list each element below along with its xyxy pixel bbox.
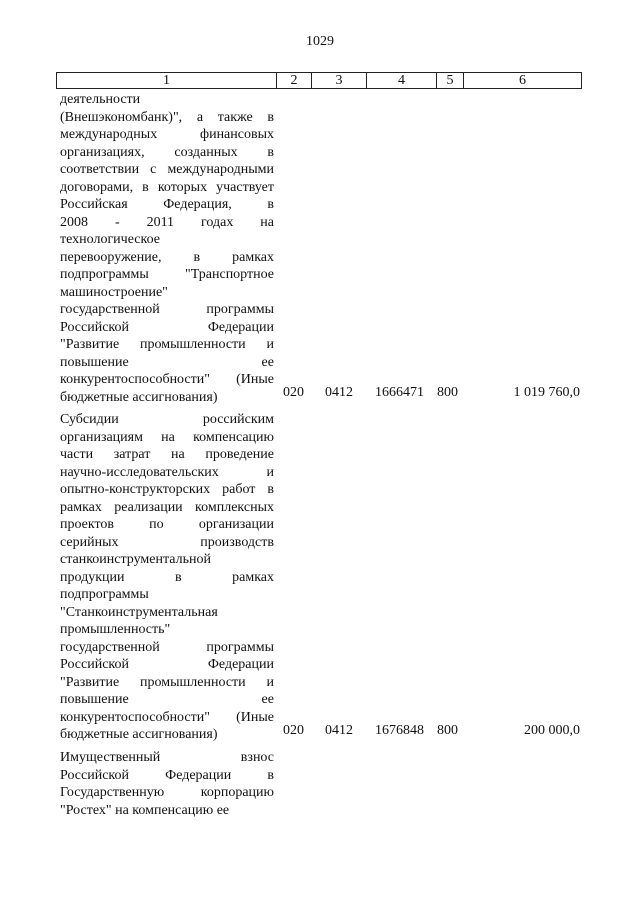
description-line: перевооружение, в рамках	[60, 249, 274, 265]
description-line: Российской Федерации	[60, 319, 274, 335]
description-line: (Внешэкономбанк)", а также в	[60, 109, 274, 125]
description-line: серийных производств	[60, 534, 274, 550]
amount-value: 1 019 760,0	[513, 385, 580, 400]
description-line: части затрат на проведение	[60, 447, 274, 462]
description-line: проектов по организации	[60, 517, 274, 532]
description-line: "Ростех" на компенсацию ее	[60, 802, 230, 818]
description-line: бюджетные ассигнования)	[60, 389, 218, 405]
description-line: повышение ее	[60, 692, 274, 707]
expense-type-code: 800	[437, 723, 458, 738]
description-line: договорами, в которых участвует	[60, 179, 274, 195]
description-line: международных финансовых	[60, 127, 274, 142]
description-line: "Развитие промышленности и	[60, 337, 274, 352]
description-line: соответствии с международными	[60, 162, 274, 177]
description-line: Российской Федерации в	[60, 767, 274, 783]
description-line: организациям на компенсацию	[60, 429, 274, 445]
column-header-5: 5	[436, 73, 463, 88]
description-line: Российской Федерации	[60, 657, 274, 672]
row-description	[60, 91, 274, 406]
ministry-code: 020	[283, 723, 304, 738]
description-line: конкурентоспособности" (Иные	[60, 709, 274, 725]
expense-type-code: 800	[437, 385, 458, 400]
description-line: бюджетные ассигнования)	[60, 727, 218, 742]
description-line: государственной программы	[60, 639, 274, 655]
target-article-code: 1666471	[375, 385, 424, 400]
column-header-2: 2	[276, 73, 311, 88]
description-line: машиностроение"	[60, 284, 168, 300]
section-code: 0412	[325, 385, 353, 400]
description-line: продукции в рамках	[60, 569, 274, 585]
description-line: промышленность"	[60, 622, 171, 637]
description-line: подпрограммы	[60, 587, 149, 602]
description-line: деятельности	[60, 92, 141, 107]
section-code: 0412	[325, 723, 353, 738]
column-header-1: 1	[163, 72, 170, 88]
description-line: 2008 - 2011 годах на	[60, 214, 274, 230]
description-line: научно-исследовательских и	[60, 464, 274, 480]
description-line: опытно-конструкторских работ в	[60, 482, 274, 497]
description-line: Российская Федерация, в	[60, 197, 274, 212]
page-number: 1029	[306, 34, 334, 49]
description-line: подпрограммы "Транспортное	[60, 267, 274, 282]
description-line: государственной программы	[60, 302, 274, 317]
description-line: "Развитие промышленности и	[60, 674, 274, 690]
column-header-6: 6	[463, 73, 581, 88]
description-line: "Станкоинструментальная	[60, 604, 218, 620]
row-description	[60, 411, 274, 744]
description-line: рамках реализации комплексных	[60, 499, 274, 515]
description-line: Субсидии российским	[60, 412, 274, 427]
amount-value: 200 000,0	[524, 723, 580, 738]
table-header	[56, 72, 582, 89]
description-line: повышение ее	[60, 354, 274, 370]
description-line: Государственную корпорацию	[60, 785, 274, 800]
description-line: конкурентоспособности" (Иные	[60, 372, 274, 387]
description-line: станкоинструментальной	[60, 552, 211, 567]
target-article-code: 1676848	[375, 723, 424, 738]
column-header-4: 4	[366, 73, 436, 88]
ministry-code: 020	[283, 385, 304, 400]
description-line: организациях, созданных в	[60, 144, 274, 160]
description-line: Имущественный взнос	[60, 750, 274, 765]
column-header-3: 3	[311, 73, 366, 88]
row-description	[60, 749, 274, 819]
description-line: технологическое	[60, 232, 160, 247]
